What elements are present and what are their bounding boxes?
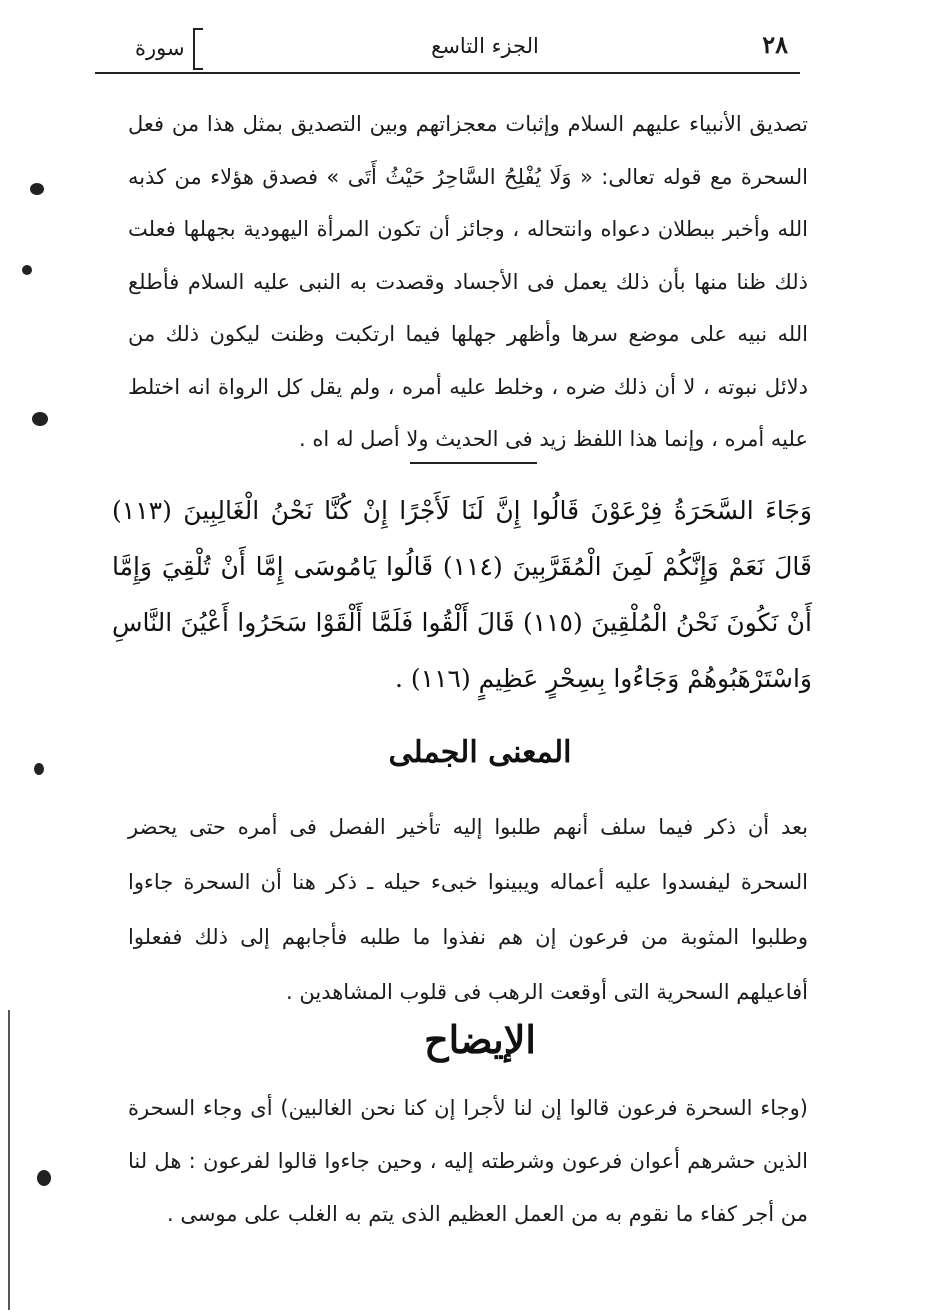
scan-speck [37, 1170, 51, 1186]
commentary-paragraph: تصديق الأنبياء عليهم السلام وإثبات معجزاتهم وبين التصديق بمثل هذا من فعل السحرة مع قوله تعالى: « وَلَا يُفْلِحُ السَّاحِرُ حَيْثُ أَتَى » فصدق هؤلاء من كذبه الله وأخبر ببطلان دعواه وانتحاله ، وجائز أن تكون المرأة اليهودية بجهلها فعلت ذلك ظنا منها بأن ذلك يعمل فى الأجساد وقصدت به النبى عليه السلام فأطلع الله نبيه على موضع سرها وأظهر جهلها فيما ارتكبت وظنت ليكون ذلك من دلائل نبوته ، لا أن ذلك ضره ، وخلط عليه أمره ، ولم يقل كل الرواة انه اختلط عليه أمره ، وإنما هذا اللفظ زيد فى الحديث ولا أصل له اه . [128, 112, 808, 451]
section-heading-general-meaning: المعنى الجملى [388, 735, 572, 770]
general-meaning-paragraph: بعد أن ذكر فيما سلف أنهم طلبوا إليه تأخير الفصل فى أمره حتى يحضر السحرة ليفسدوا عليه أعماله ويبينوا خبىء حيله ـ ذكر هنا أن السحرة جاءوا وطلبوا المثوبة من فرعون إن هم نفذوا ما طلبه فأجابهم إلى ذلك ففعلوا أفاعيلهم السحرية التى أوقعت الرهب فى قلوب المشاهدين . [128, 815, 808, 1004]
scan-speck [32, 412, 48, 426]
scan-speck [22, 265, 32, 275]
surah-label: سورة [135, 36, 185, 60]
page-header [95, 28, 800, 72]
section-heading-explanation: الإيضاح [424, 1017, 536, 1062]
scan-speck [30, 183, 44, 195]
bracket-mark [193, 28, 203, 70]
scan-edge-line [8, 1010, 10, 1310]
header-rule [95, 72, 800, 74]
running-title: الجزء التاسع [431, 34, 539, 58]
explanation-paragraph: (وجاء السحرة فرعون قالوا إن لنا لأجرا إن كنا نحن الغالبين) أى وجاء السحرة الذين حشرهم أعوان فرعون وشرطته إليه ، وحين جاءوا قالوا لفرعون : هل لنا من أجر كفاء ما نقوم به من العمل العظيم الذى يتم به الغلب على موسى . [128, 1096, 808, 1226]
scan-speck [34, 763, 44, 775]
page-number: ٢٨ [762, 30, 788, 59]
quran-verses: وَجَاءَ السَّحَرَةُ فِرْعَوْنَ قَالُوا إِنَّ لَنَا لَأَجْرًا إِنْ كُنَّا نَحْنُ الْغَالِبِينَ (١١٣) قَالَ نَعَمْ وَإِنَّكُمْ لَمِنَ الْمُقَرَّبِينَ (١١٤) قَالُوا يَامُوسَى إِمَّا أَنْ تُلْقِيَ وَإِمَّا أَنْ نَكُونَ نَحْنُ الْمُلْقِينَ (١١٥) قَالَ أَلْقُوا فَلَمَّا أَلْقَوْا سَحَرُوا أَعْيُنَ النَّاسِ وَاسْتَرْهَبُوهُمْ وَجَاءُوا بِسِحْرٍ عَظِيمٍ (١١٦) . [112, 496, 813, 693]
section-divider [410, 462, 537, 464]
